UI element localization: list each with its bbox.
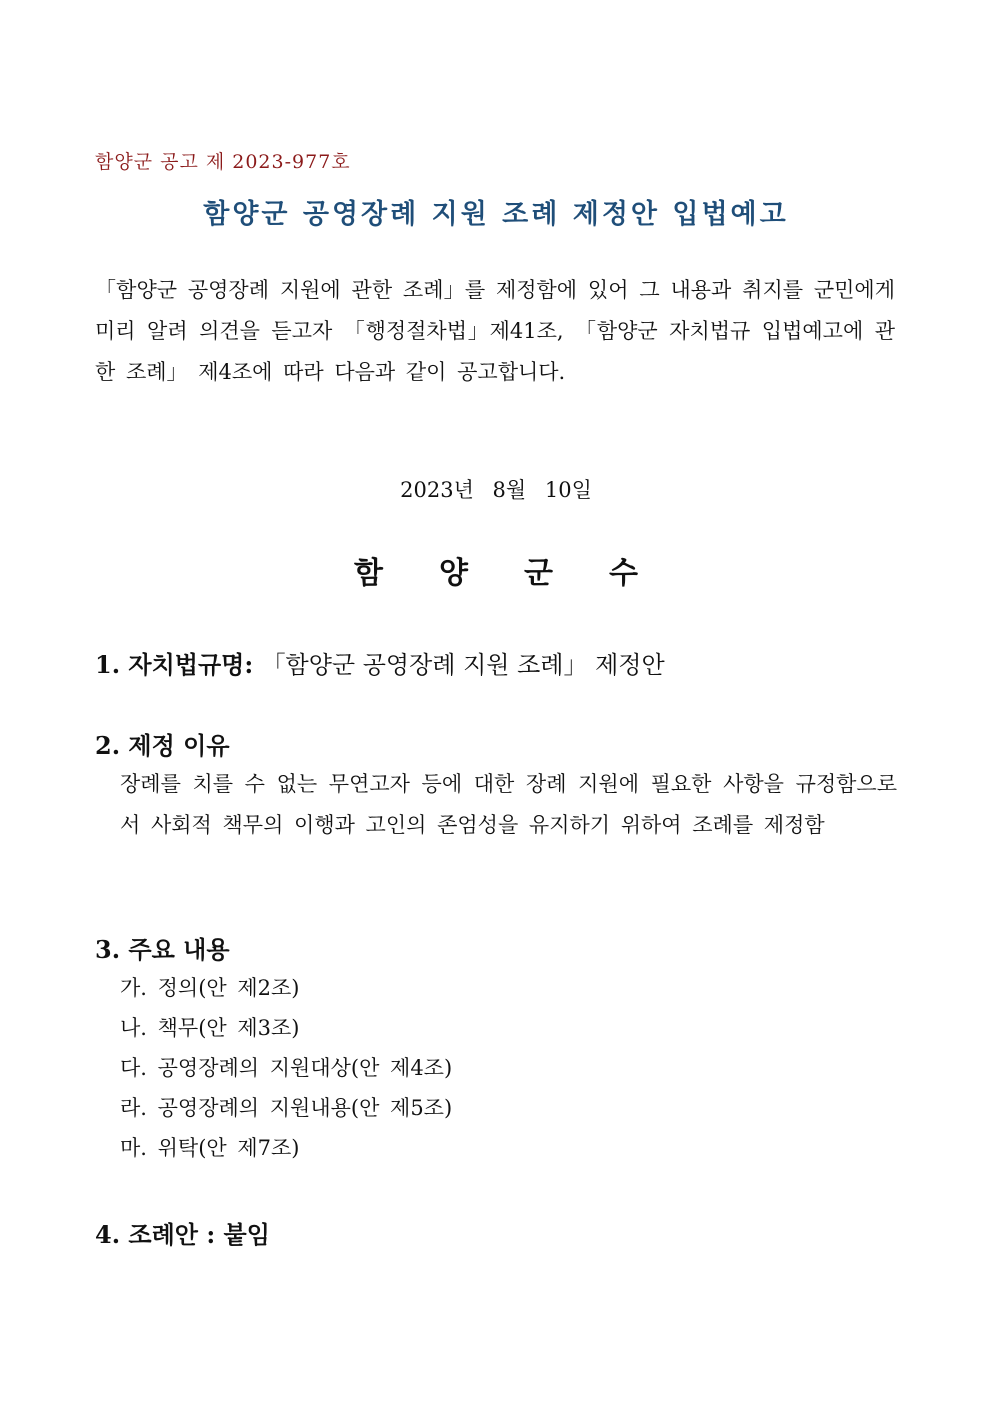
- main-content-list: [120, 968, 452, 1168]
- list-item: 다. 공영장례의 지원대상(안 제4조): [120, 1056, 453, 1080]
- document-title: 함양군 공영장례 지원 조례 제정안 입법예고: [203, 199, 789, 230]
- section-ordinance-name-heading: 1. 자치법규명:: [95, 650, 254, 679]
- list-item: 마. 위탁(안 제7조): [120, 1136, 300, 1160]
- section-draft-heading: 4. 조례안 : 붙임: [95, 1220, 270, 1249]
- list-item: 가. 정의(안 제2조): [120, 976, 300, 1000]
- intro-paragraph: 「함양군 공영장례 지원에 관한 조례」를 제정함에 있어 그 내용과 취지를 군민에게 미리 알려 의견을 듣고자 「행정절차법」제41조, 「함양군 자치법규 입법예고에 관한 조례」 제4조에 따라 다음과 같이 공고합니다.: [95, 278, 895, 384]
- notice-number: 함양군 공고 제 2023-977호: [95, 151, 351, 173]
- section-ordinance-name: [95, 645, 665, 680]
- section-main-content-heading: 3. 주요 내용: [95, 935, 230, 964]
- section-reason-body: 장례를 치를 수 없는 무연고자 등에 대한 장례 지원에 필요한 사항을 규정함으로서 사회적 책무의 이행과 고인의 존엄성을 유지하기 위하여 조례를 제정함: [120, 772, 897, 837]
- notice-date: 2023년 8월 10일: [400, 478, 592, 502]
- list-item: 나. 책무(안 제3조): [120, 1016, 300, 1040]
- section-ordinance-name-value: 「함양군 공영장례 지원 조례」 제정안: [261, 651, 665, 679]
- list-item: 라. 공영장례의 지원내용(안 제5조): [120, 1096, 453, 1120]
- section-reason-heading: 2. 제정 이유: [95, 731, 230, 760]
- issuer-name: 함양군수: [354, 556, 694, 591]
